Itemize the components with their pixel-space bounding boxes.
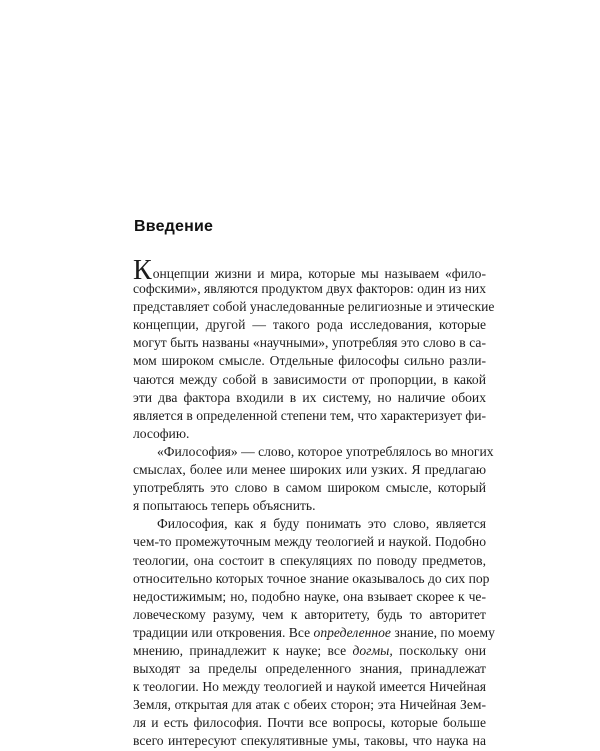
text-line: употреблять это слово в самом широком смысле, который	[133, 480, 486, 496]
text-line: Философия, как я буду понимать это слово, является	[157, 516, 486, 532]
text-line: лософию.	[133, 425, 190, 441]
text-line: ля и есть философия. Почти все вопросы, которые больше	[133, 715, 486, 731]
text-line: всего интересуют спекулятивные умы, таковы, что наука на	[133, 733, 486, 749]
text-line: является в определенной степени тем, что характеризует фи-	[133, 407, 486, 423]
text-line: мом широком смысле. Отдельные философы сильно разли-	[133, 353, 486, 369]
text-line: относительно которых точное знание оказывалось до сих пор	[133, 570, 490, 586]
text-line: могут быть названы «научными», употребляя это слово в са-	[133, 335, 486, 351]
italic-term: определенное	[313, 624, 391, 640]
text-line: недостижимым; но, подобно науке, она взывает скорее к че-	[133, 588, 486, 604]
text-line: Земля, открытая для атак с обеих сторон; эта Ничейная Зем-	[133, 697, 486, 713]
text-line: ловеческому разуму, чем к авторитету, будь то авторитет	[133, 606, 486, 622]
text-line: софскими», являются продуктом двух факторов: один из них	[133, 281, 486, 297]
text-line: выходят за пределы определенного знания, принадлежат	[133, 661, 486, 677]
text-line: мнению, принадлежит к науке; все догмы, поскольку они	[133, 642, 487, 658]
text-line: представляет собой унаследованные религиозные и этические	[133, 299, 495, 315]
text-line: теологии, она состоит в спекуляциях по поводу предметов,	[133, 552, 486, 568]
body-text	[133, 255, 495, 751]
text-line: традиции или откровения. Все определенное знание, по моему	[133, 624, 495, 640]
text-line: смыслах, более или менее широких или узких. Я предлагаю	[133, 462, 486, 478]
drop-cap: К	[133, 255, 152, 286]
italic-term: догмы,	[352, 642, 393, 658]
text-line: чем-то промежуточным между теологией и наукой. Подобно	[133, 534, 486, 550]
text-line: чаются между собой в зависимости от пропорции, в какой	[133, 371, 486, 387]
text-line: эти два фактора входили в их систему, но наличие обоих	[133, 389, 486, 405]
text-line: концепции, другой — такого рода исследования, которые	[133, 317, 486, 333]
text-line: Концепции жизни и мира, которые мы называем «фило-	[133, 255, 486, 286]
text-line: я попытаюсь теперь объяснить.	[133, 498, 316, 514]
text-line: «Философия» — слово, которое употреблялось во многих	[157, 443, 494, 459]
section-heading: Введение	[134, 218, 214, 235]
text-line: к теологии. Но между теологией и наукой имеется Ничейная	[133, 679, 486, 695]
